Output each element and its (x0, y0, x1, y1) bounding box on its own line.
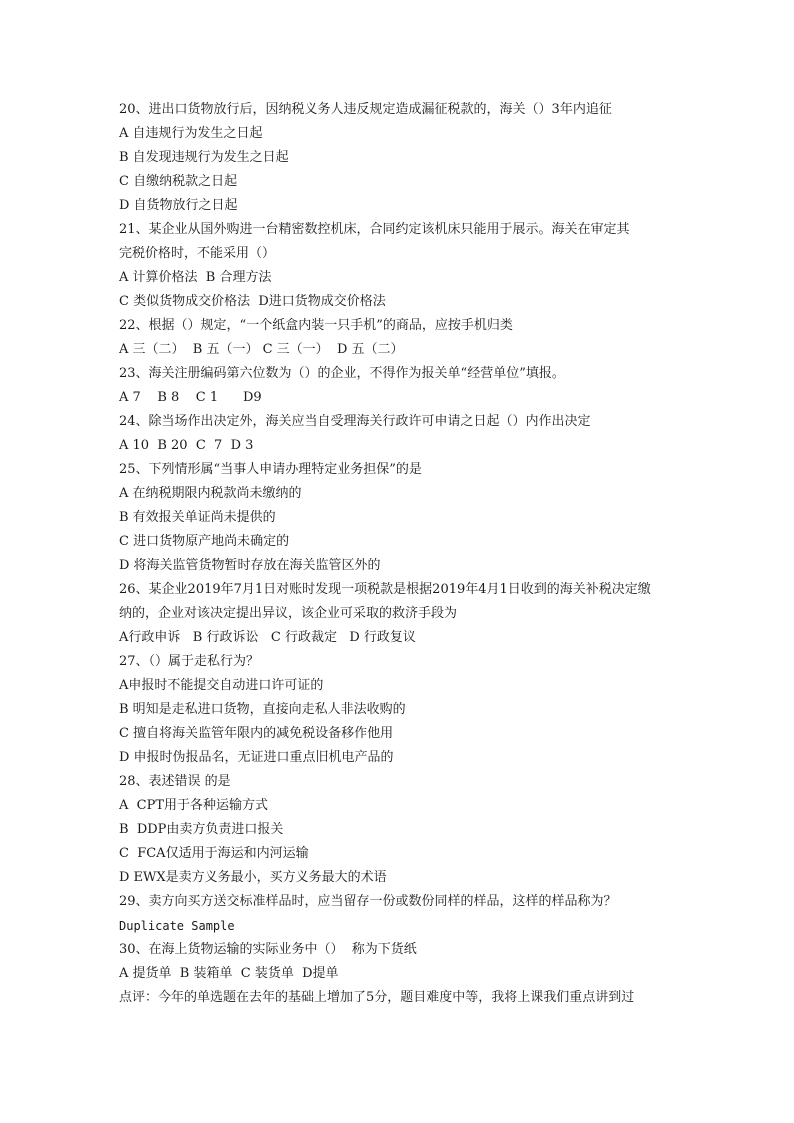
option-line: A CPT用于各种运输方式 (119, 798, 269, 813)
question-30: 30、在海上货物运输的实际业务中（） 称为下货纸 (119, 942, 417, 957)
option-line: B DDP由卖方负责进口报关 (119, 822, 284, 837)
option-line: C FCA仅适用于海运和内河运输 (119, 846, 309, 861)
question-22: 22、根据（）规定，“一个纸盒内装一只手机”的商品，应按手机归类 (119, 318, 513, 333)
option-line: B 自发现违规行为发生之日起 (119, 150, 289, 165)
question-28: 28、表述错误 的是 (119, 774, 231, 789)
question-29: 29、卖方向买方送交标准样品时，应当留存一份或数份同样的样品，这样的样品称为？ (119, 894, 617, 909)
document-page (119, 98, 689, 1010)
option-line: A 7 B 8 C 1 D9 (119, 390, 262, 405)
option-line: D 将海关监管货物暂时存放在海关监管区外的 (119, 558, 381, 573)
option-line: A 提货单 B 装箱单 C 装货单 D提单 (119, 966, 339, 981)
option-line: A 自违规行为发生之日起 (119, 126, 263, 141)
question-24: 24、除当场作出决定外，海关应当自受理海关行政许可申请之日起（）内作出决定 (119, 414, 591, 429)
option-line: B 明知是走私进口货物，直接向走私人非法收购的 (119, 702, 406, 717)
option-line: A 三（二） B 五（一） C 三（一） D 五（二） (119, 342, 404, 357)
question-21-cont: 完税价格时，不能采用（） (119, 246, 276, 261)
option-line: C 擅自将海关监管年限内的减免税设备移作他用 (119, 726, 394, 741)
option-line: D 申报时伪报品名，无证进口重点旧机电产品的 (119, 750, 394, 765)
option-line: A 10 B 20 C 7 D 3 (119, 438, 254, 453)
question-26: 26、某企业2019年7月1日对账时发现一项税款是根据2019年4月1日收到的海关补税决定缴 (119, 582, 651, 597)
question-26-cont: 纳的，企业对该决定提出异议，该企业可采取的救济手段为 (119, 606, 458, 621)
option-line: D EWX是卖方义务最小，买方义务最大的术语 (119, 870, 387, 885)
option-line: C 类似货物成交价格法 D进口货物成交价格法 (119, 294, 386, 309)
answer-29: Duplicate Sample (119, 919, 235, 933)
commentary: 点评：今年的单选题在去年的基础上增加了5分，题目难度中等，我将上课我们重点讲到过 (119, 990, 635, 1005)
option-line: C 进口货物原产地尚未确定的 (119, 534, 290, 549)
option-line: A 计算价格法 B 合理方法 (119, 270, 272, 285)
option-line: A行政申诉 B 行政诉讼 C 行政裁定 D 行政复议 (119, 630, 416, 645)
option-line: D 自货物放行之日起 (119, 198, 238, 213)
question-25: 25、下列情形属“当事人申请办理特定业务担保”的是 (119, 462, 422, 477)
question-23: 23、海关注册编码第六位数为（）的企业，不得作为报关单“经营单位”填报。 (119, 366, 565, 381)
option-line: A 在纳税期限内税款尚未缴纳的 (119, 486, 302, 501)
option-line: C 自缴纳税款之日起 (119, 174, 238, 189)
option-line: B 有效报关单证尚未提供的 (119, 510, 276, 525)
question-21: 21、某企业从国外购进一台精密数控机床，合同约定该机床只能用于展示。海关在审定其 (119, 222, 630, 237)
question-20: 20、进出口货物放行后，因纳税义务人违反规定造成漏征税款的，海关（）3年内追征 (119, 102, 612, 117)
question-27: 27、（）属于走私行为？ (119, 654, 260, 669)
option-line: A申报时不能提交自动进口许可证的 (119, 678, 324, 693)
